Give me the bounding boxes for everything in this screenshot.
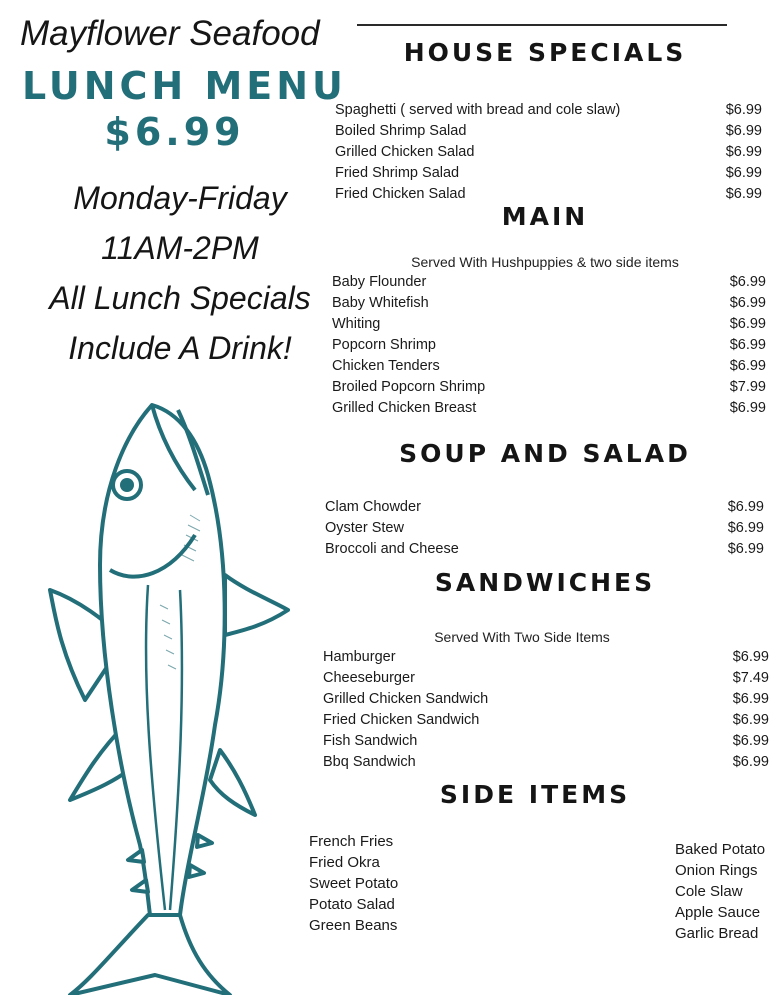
sandwiches-list: [323, 647, 769, 773]
menu-item-name: Chicken Tenders: [332, 358, 440, 374]
side-item: Onion Rings: [675, 862, 758, 879]
menu-item-price: $6.99: [727, 499, 764, 515]
menu-item: [335, 121, 762, 142]
menu-item-price: $6.99: [725, 165, 762, 181]
menu-item-price: $6.99: [729, 295, 766, 311]
menu-item-price: $6.99: [729, 400, 766, 416]
restaurant-name: Mayflower Seafood: [20, 14, 320, 53]
menu-item-name: Grilled Chicken Salad: [335, 144, 475, 160]
menu-item: [325, 539, 764, 560]
menu-item: [332, 377, 766, 398]
menu-item-name: Broccoli and Cheese: [325, 541, 459, 557]
side-items-heading: SIDE ITEMS: [439, 780, 631, 809]
menu-item-name: Cheeseburger: [323, 670, 415, 686]
menu-item-price: $7.49: [732, 670, 769, 686]
menu-item: [325, 497, 764, 518]
menu-item-price: $6.99: [729, 337, 766, 353]
menu-item-name: Oyster Stew: [325, 520, 404, 536]
side-items-left: [309, 831, 398, 936]
menu-item-price: $6.99: [725, 186, 762, 202]
side-item: Apple Sauce: [675, 904, 761, 921]
main-list: [332, 272, 766, 419]
menu-item-price: $7.99: [729, 379, 766, 395]
side-item: Sweet Potato: [309, 875, 399, 892]
menu-item-name: Bbq Sandwich: [323, 754, 416, 770]
menu-item-price: $6.99: [732, 691, 769, 707]
menu-item-price: $6.99: [729, 316, 766, 332]
days-text: Monday-Friday: [73, 180, 287, 216]
menu-item-name: Broiled Popcorn Shrimp: [332, 379, 486, 395]
menu-item: [323, 752, 769, 773]
menu-item: [332, 314, 766, 335]
menu-item-name: Popcorn Shrimp: [332, 337, 436, 353]
menu-item-price: $6.99: [732, 712, 769, 728]
menu-item-price: $6.99: [725, 102, 762, 118]
menu-item-name: Spaghetti ( served with bread and cole slaw): [335, 102, 621, 118]
menu-item: [335, 142, 762, 163]
menu-item: [332, 356, 766, 377]
side-item: French Fries: [309, 833, 394, 850]
main-heading: MAIN: [501, 202, 589, 231]
house-specials-list: [335, 100, 762, 205]
menu-item: [323, 710, 769, 731]
drink-text: Include A Drink!: [68, 330, 292, 366]
side-item: Green Beans: [309, 917, 398, 934]
menu-item-name: Boiled Shrimp Salad: [335, 123, 467, 139]
menu-item-name: Fried Shrimp Salad: [335, 165, 460, 181]
menu-item-price: $6.99: [727, 541, 764, 557]
top-rule: [357, 24, 727, 26]
menu-item-name: Baby Whitefish: [332, 295, 429, 311]
menu-item: [325, 518, 764, 539]
sandwiches-heading: SANDWICHES: [434, 568, 656, 597]
menu-item-name: Baby Flounder: [332, 274, 427, 290]
house-specials-heading: HOUSE SPECIALS: [403, 38, 687, 67]
side-items-right: [675, 839, 765, 944]
menu-item-name: Grilled Chicken Sandwich: [323, 691, 489, 707]
menu-item: [332, 272, 766, 293]
menu-item-price: $6.99: [725, 123, 762, 139]
menu-title: LUNCH MENU: [22, 64, 347, 108]
menu-price: $6.99: [104, 110, 245, 154]
menu-item: [335, 163, 762, 184]
menu-item-price: $6.99: [725, 144, 762, 160]
menu-item-price: $6.99: [732, 649, 769, 665]
menu-item: [335, 100, 762, 121]
menu-item-name: Fish Sandwich: [323, 733, 418, 749]
menu-item: [332, 293, 766, 314]
menu-item-name: Fried Chicken Salad: [335, 186, 466, 202]
menu-item-name: Clam Chowder: [325, 499, 421, 515]
menu-item-price: $6.99: [732, 733, 769, 749]
hours-text: 11AM-2PM: [101, 230, 259, 266]
menu-item: [332, 335, 766, 356]
menu-item: [323, 731, 769, 752]
sandwiches-note: Served With Two Side Items: [434, 629, 610, 645]
menu-item-price: $6.99: [729, 274, 766, 290]
menu-item-price: $6.99: [729, 358, 766, 374]
menu-item-name: Whiting: [332, 316, 381, 332]
side-item: Potato Salad: [309, 896, 395, 913]
menu-item-price: $6.99: [727, 520, 764, 536]
soup-salad-list: [325, 497, 764, 560]
specials-text: All Lunch Specials: [49, 280, 311, 316]
tuna-fish-icon: [30, 395, 290, 995]
menu-item-name: Hamburger: [323, 649, 396, 665]
side-item: Cole Slaw: [675, 883, 743, 900]
menu-item: [323, 668, 769, 689]
menu-item-name: Fried Chicken Sandwich: [323, 712, 480, 728]
soup-salad-heading: SOUP AND SALAD: [399, 439, 691, 468]
menu-item: [332, 398, 766, 419]
side-item: Baked Potato: [675, 841, 766, 858]
menu-item: [323, 647, 769, 668]
menu-item-price: $6.99: [732, 754, 769, 770]
side-item: Garlic Bread: [675, 925, 759, 942]
menu-item-name: Grilled Chicken Breast: [332, 400, 477, 416]
side-item: Fried Okra: [309, 854, 380, 871]
main-note: Served With Hushpuppies & two side items: [411, 254, 679, 270]
menu-item: [323, 689, 769, 710]
